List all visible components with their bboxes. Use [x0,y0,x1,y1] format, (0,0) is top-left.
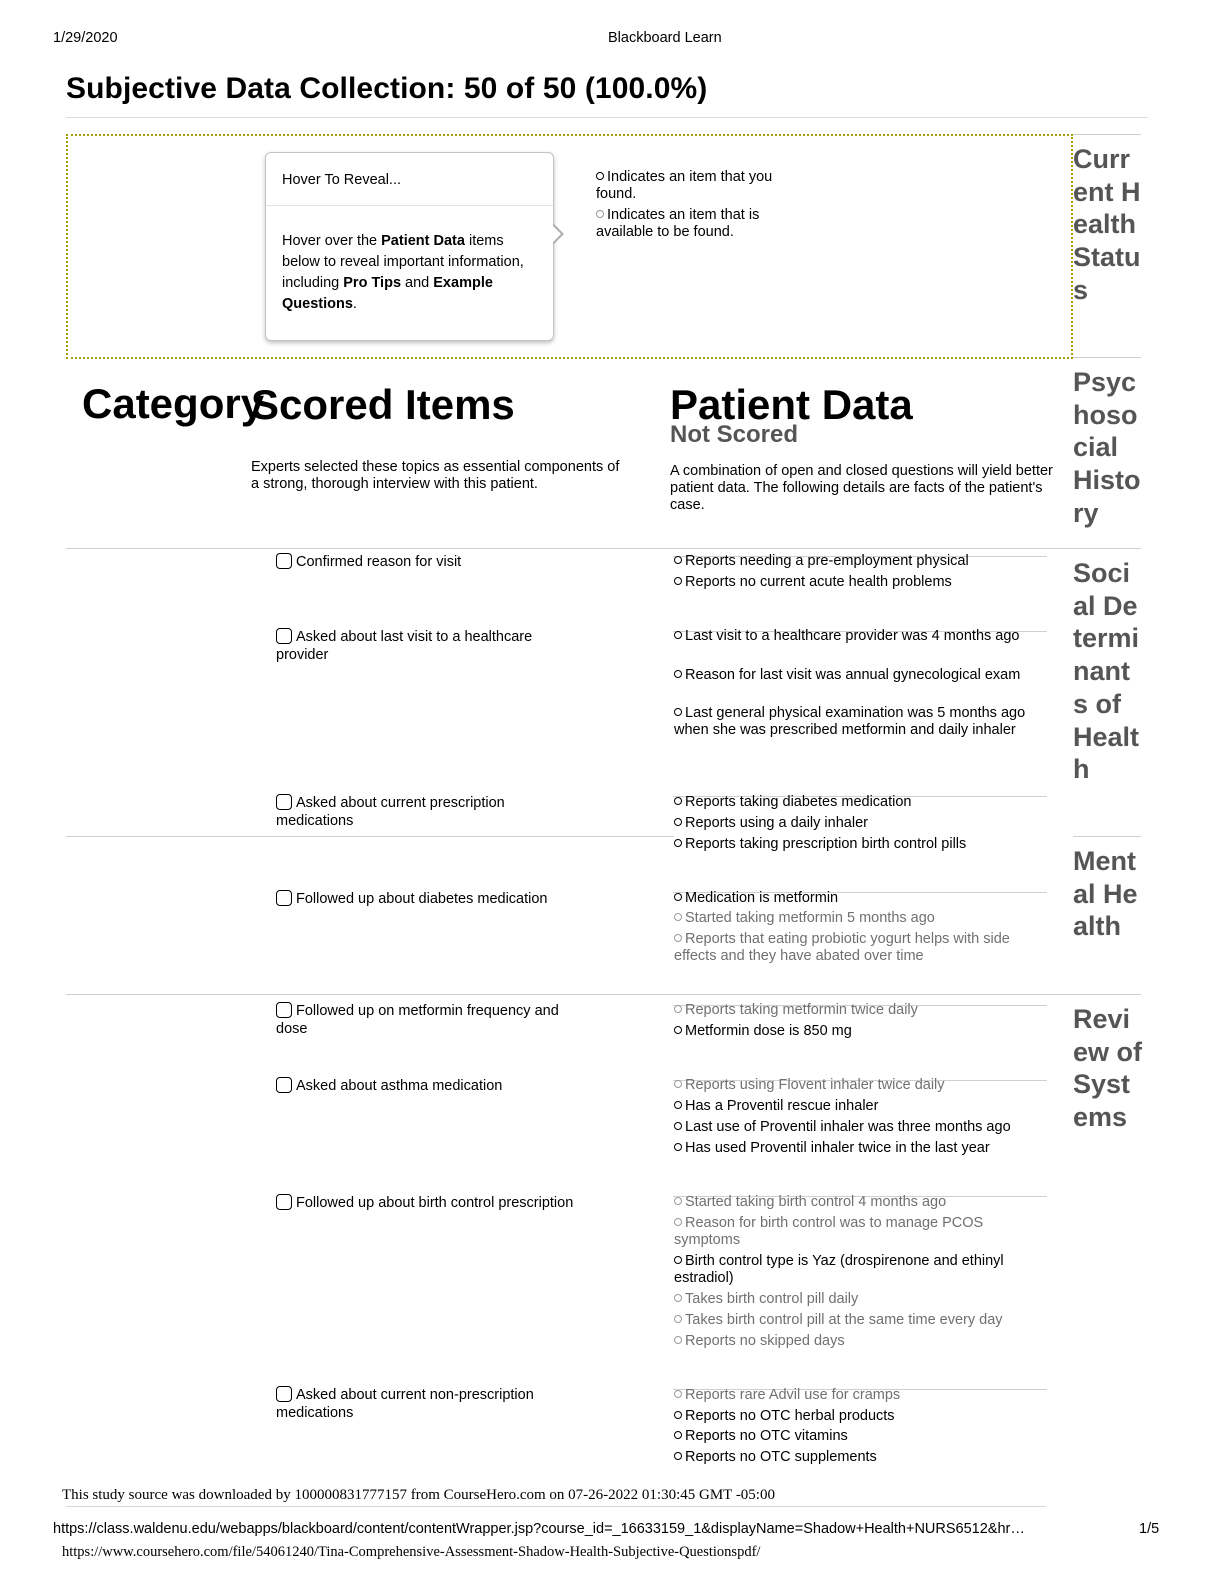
patient-data-item[interactable] [674,1140,1046,1157]
checkbox-icon[interactable] [276,1002,292,1018]
patient-data-item[interactable] [674,1387,1046,1404]
available-circle-icon [596,210,604,218]
scored-item-label: Followed up on metformin frequency and dose [276,1003,559,1037]
print-date: 1/29/2020 [53,30,118,46]
patient-data-text: Reports no OTC supplements [685,1449,877,1465]
patient-data-text: Metformin dose is 850 mg [685,1023,852,1039]
patient-data-text: Reports using Flovent inhaler twice daily [685,1077,945,1093]
download-source-note: This study source was downloaded by 100000831777157 from CourseHero.com on 07-26-2022 01:30:45 GMT -05:00 [62,1487,775,1503]
found-circle-icon [674,818,682,826]
patient-data-item[interactable] [674,1333,1046,1350]
scored-item[interactable] [276,890,576,908]
patient-data-text: Reports taking metformin twice daily [685,1002,918,1018]
patient-data-text: Reports no OTC herbal products [685,1408,895,1424]
patient-data-text: Last general physical examination was 5 months ago when she was prescribed metformin and daily inhaler [674,705,1026,738]
page-url-link[interactable]: https://class.waldenu.edu/webapps/blackboard/content/contentWrapper.jsp?course_id=_16633159_1&displayName=Shadow+Health+NURS6512&hr… [53,1521,1025,1537]
scored-item-label: Asked about asthma medication [296,1078,503,1094]
patient-data-item[interactable] [674,1002,1046,1019]
patient-data-item[interactable] [674,1077,1046,1094]
patient-data-text: Reports taking diabetes medication [685,794,912,810]
scored-item-label: Asked about current non-prescription medications [276,1387,534,1421]
footer-divider [66,1506,1046,1507]
patient-data-text: Reports no skipped days [685,1333,845,1349]
found-circle-icon [674,631,682,639]
tooltip-divider [266,205,553,206]
tooltip-bold-example-questions: Example Questions [282,275,493,312]
legend-available-label: Indicates an item that is available to be found. [596,207,760,240]
available-circle-icon [674,1294,682,1302]
patient-data-item[interactable] [674,910,1046,927]
available-circle-icon [674,934,682,942]
scored-item[interactable] [276,794,576,830]
coursehero-url-link[interactable]: https://www.coursehero.com/file/54061240/Tina-Comprehensive-Assessment-Shadow-Health-Subjective-Questionspdf/ [62,1544,761,1560]
patient-data-item[interactable] [674,1312,1046,1329]
patient-data-text: Reports no OTC vitamins [685,1428,848,1444]
checkbox-icon[interactable] [276,794,292,810]
patient-data-item[interactable] [674,1428,1046,1445]
scored-item-label: Asked about last visit to a healthcare provider [276,629,533,663]
print-site-title: Blackboard Learn [608,30,722,46]
found-circle-icon [674,1101,682,1109]
patient-data-description: A combination of open and closed questions will yield better patient data. The following details are facts of the patient's case. [670,463,1053,513]
section-social-determinants[interactable]: Social Determinants of Health [1073,558,1140,785]
found-circle-icon [674,839,682,847]
tooltip-heading: Hover To Reveal... [282,172,402,188]
patient-data-item[interactable] [674,1253,1046,1287]
scored-item[interactable] [276,1194,576,1212]
patient-data-item[interactable] [674,1291,1046,1308]
legend-found [596,169,796,203]
available-circle-icon [674,1336,682,1344]
table-divider [66,836,674,837]
section-divider [1073,134,1141,135]
found-circle-icon [674,1452,682,1460]
found-circle-icon [674,1143,682,1151]
patient-data-item[interactable] [674,553,1046,570]
tooltip-text: Hover over the [282,233,382,249]
legend-box [66,134,1073,359]
hover-tooltip[interactable] [265,152,554,341]
available-circle-icon [674,913,682,921]
patient-data-text: Takes birth control pill daily [685,1291,859,1307]
scored-item[interactable] [276,553,576,571]
patient-data-text: Reports using a daily inhaler [685,815,868,831]
checkbox-icon[interactable] [276,1077,292,1093]
table-divider [66,548,1073,549]
section-psychosocial-history[interactable]: Psychosocial History [1073,367,1141,528]
not-scored-subheading: Not Scored [670,421,799,448]
legend-found-label: Indicates an item that you found. [596,169,773,202]
found-circle-icon [674,577,682,585]
patient-data-item[interactable] [674,1098,1046,1115]
page-number: 1/5 [1139,1521,1160,1537]
tooltip-bold-pro-tips: Pro Tips [343,275,402,291]
patient-data-text: Reports taking prescription birth control pills [685,836,967,852]
tooltip-text: and [401,275,434,291]
found-circle-icon [674,1431,682,1439]
found-circle-icon [674,1411,682,1419]
scored-item[interactable] [276,1386,566,1422]
checkbox-icon[interactable] [276,628,292,644]
scored-item[interactable] [276,628,576,664]
patient-data-text: Reason for birth control was to manage PCOS symptoms [674,1215,984,1248]
found-circle-icon [596,172,604,180]
patient-data-text: Reports that eating probiotic yogurt helps with side effects and they have abated over time [674,931,1010,964]
tooltip-text: items below to reveal important information, including [282,233,524,291]
found-circle-icon [674,556,682,564]
patient-data-item[interactable] [674,794,1046,811]
patient-data-item[interactable] [674,628,1046,645]
patient-data-item[interactable] [674,836,1046,853]
checkbox-icon[interactable] [276,890,292,906]
column-heading-scored-items: Scored Items [251,381,515,428]
patient-data-item[interactable] [674,1194,1046,1211]
available-circle-icon [674,1197,682,1205]
patient-data-text: Medication is metformin [685,890,839,906]
available-circle-icon [674,1080,682,1088]
patient-data-item[interactable] [674,931,1046,965]
patient-data-item[interactable] [674,1449,1046,1466]
tooltip-arrow-fill [552,225,561,243]
section-divider [1073,357,1141,358]
section-mental-health[interactable]: Mental Health [1073,846,1138,942]
section-divider [1073,994,1141,995]
page-title: Subjective Data Collection: 50 of 50 (100.0%) [66,72,708,105]
patient-data-text: Has a Proventil rescue inhaler [685,1098,879,1114]
available-circle-icon [674,1315,682,1323]
scored-item-label: Confirmed reason for visit [296,554,462,570]
patient-data-item[interactable] [674,890,1046,907]
found-circle-icon [674,893,682,901]
patient-data-item[interactable] [674,705,1046,739]
column-heading-category: Category [82,380,265,427]
section-divider [1073,836,1141,837]
patient-data-text: Reports needing a pre-employment physical [685,553,969,569]
available-circle-icon [674,1390,682,1398]
patient-data-item[interactable] [674,1023,1046,1040]
scored-items-description: Experts selected these topics as essential components of a strong, thorough interview with this patient. [251,459,620,492]
checkbox-icon[interactable] [276,553,292,569]
available-circle-icon [674,1218,682,1226]
patient-data-text: Birth control type is Yaz (drospirenone and ethinyl estradiol) [674,1253,1004,1286]
patient-data-item[interactable] [674,667,1046,684]
available-circle-icon [674,1005,682,1013]
found-circle-icon [674,708,682,716]
column-heading-patient-data: Patient Data [670,381,913,428]
patient-data-item[interactable] [674,1119,1046,1136]
found-circle-icon [674,797,682,805]
legend-available [596,207,796,241]
section-review-of-systems[interactable]: Review of Systems [1073,1004,1143,1133]
found-circle-icon [674,670,682,678]
patient-data-text: Takes birth control pill at the same time every day [685,1312,1003,1328]
checkbox-icon[interactable] [276,1194,292,1210]
patient-data-text: Has used Proventil inhaler twice in the last year [685,1140,990,1156]
table-divider [66,994,1073,995]
scored-item-label: Followed up about birth control prescription [296,1195,574,1211]
patient-data-item[interactable] [674,815,1046,832]
patient-data-text: Reason for last visit was annual gynecological exam [685,667,1021,683]
section-divider [1073,548,1141,549]
patient-data-item[interactable] [674,574,1046,591]
title-divider [66,117,1148,118]
found-circle-icon [674,1122,682,1130]
patient-data-text: Last visit to a healthcare provider was 4 months ago [685,628,1020,644]
scored-item[interactable] [276,1002,576,1038]
tooltip-bold-patient-data: Patient Data [381,233,465,249]
patient-data-item[interactable] [674,1408,1046,1425]
patient-data-text: Reports no current acute health problems [685,574,952,590]
patient-data-text: Last use of Proventil inhaler was three months ago [685,1119,1011,1135]
scored-item-label: Followed up about diabetes medication [296,891,548,907]
patient-data-text: Reports rare Advil use for cramps [685,1387,901,1403]
section-current-health-status[interactable]: Current Health Status [1073,144,1141,305]
found-circle-icon [674,1026,682,1034]
patient-data-item[interactable] [674,1215,1046,1249]
tooltip-text: . [352,296,357,312]
tooltip-body [282,231,532,315]
found-circle-icon [674,1256,682,1264]
scored-item-label: Asked about current prescription medications [276,795,505,829]
scored-item[interactable] [276,1077,576,1095]
patient-data-text: Started taking metformin 5 months ago [685,910,935,926]
patient-data-text: Started taking birth control 4 months ago [685,1194,947,1210]
checkbox-icon[interactable] [276,1386,292,1402]
